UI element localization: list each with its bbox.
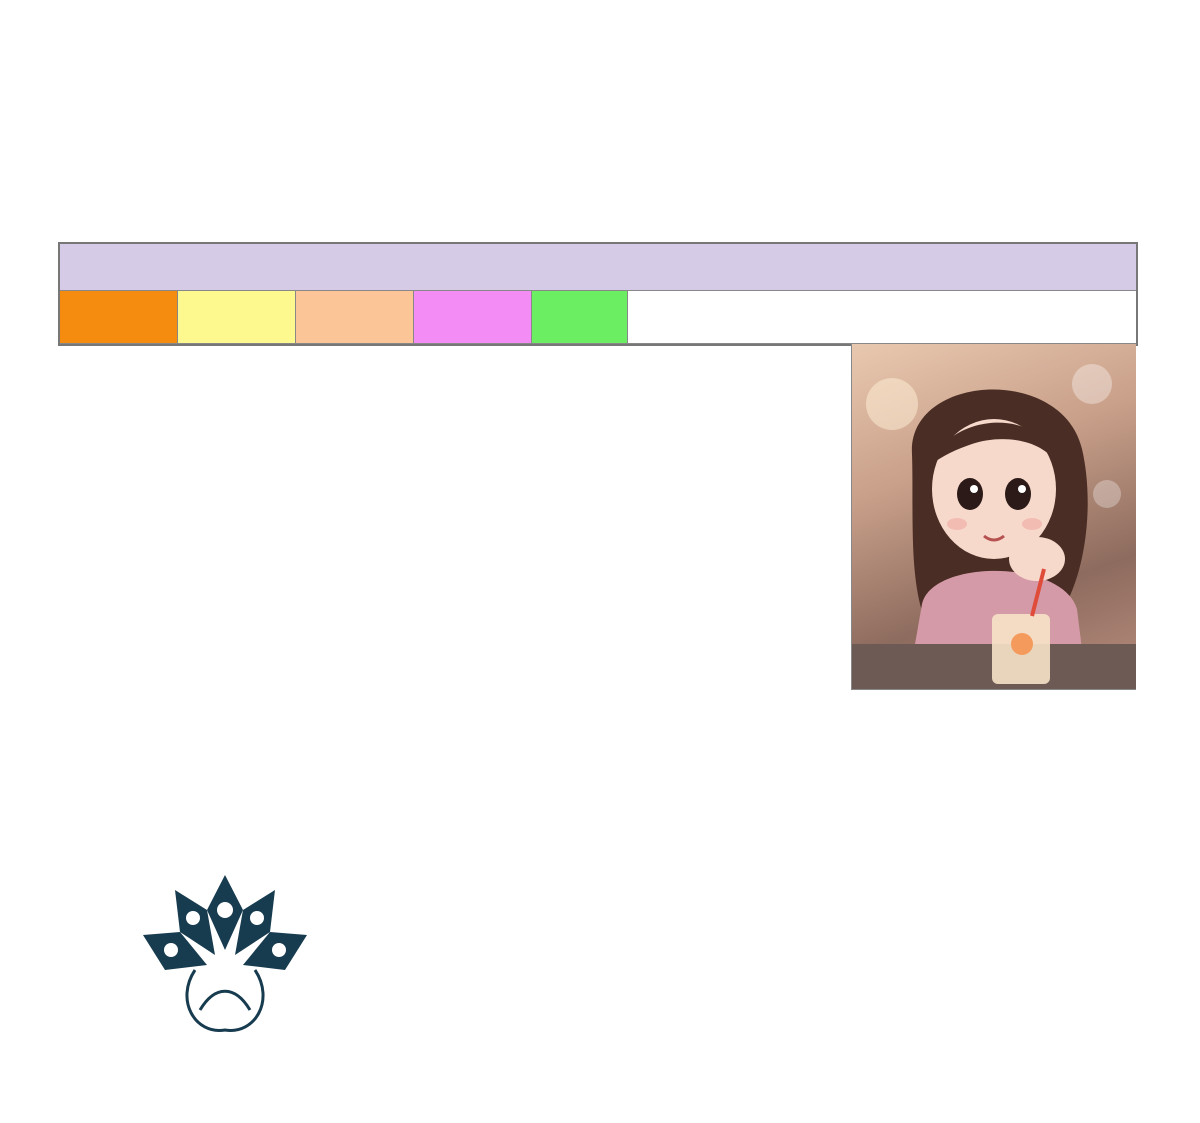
girl-illustration xyxy=(851,344,1136,690)
column-header xyxy=(60,291,177,344)
row-label-column xyxy=(628,291,1136,344)
size-chart-table xyxy=(58,242,1138,346)
age-header xyxy=(628,291,1136,344)
column-header xyxy=(296,291,413,344)
column-header xyxy=(414,291,531,344)
lotus-logo-icon xyxy=(135,870,315,1060)
column-header xyxy=(532,291,627,344)
column-age-4 xyxy=(178,291,296,344)
column-age-2 xyxy=(414,291,532,344)
column-age-5 xyxy=(60,291,178,344)
column-age-1 xyxy=(532,291,628,344)
column-header xyxy=(178,291,295,344)
table-grid xyxy=(60,291,1136,344)
table-title xyxy=(60,244,1136,291)
girl-photo-icon xyxy=(852,344,1136,690)
column-age-3 xyxy=(296,291,414,344)
parnoun-logo xyxy=(135,870,315,1060)
